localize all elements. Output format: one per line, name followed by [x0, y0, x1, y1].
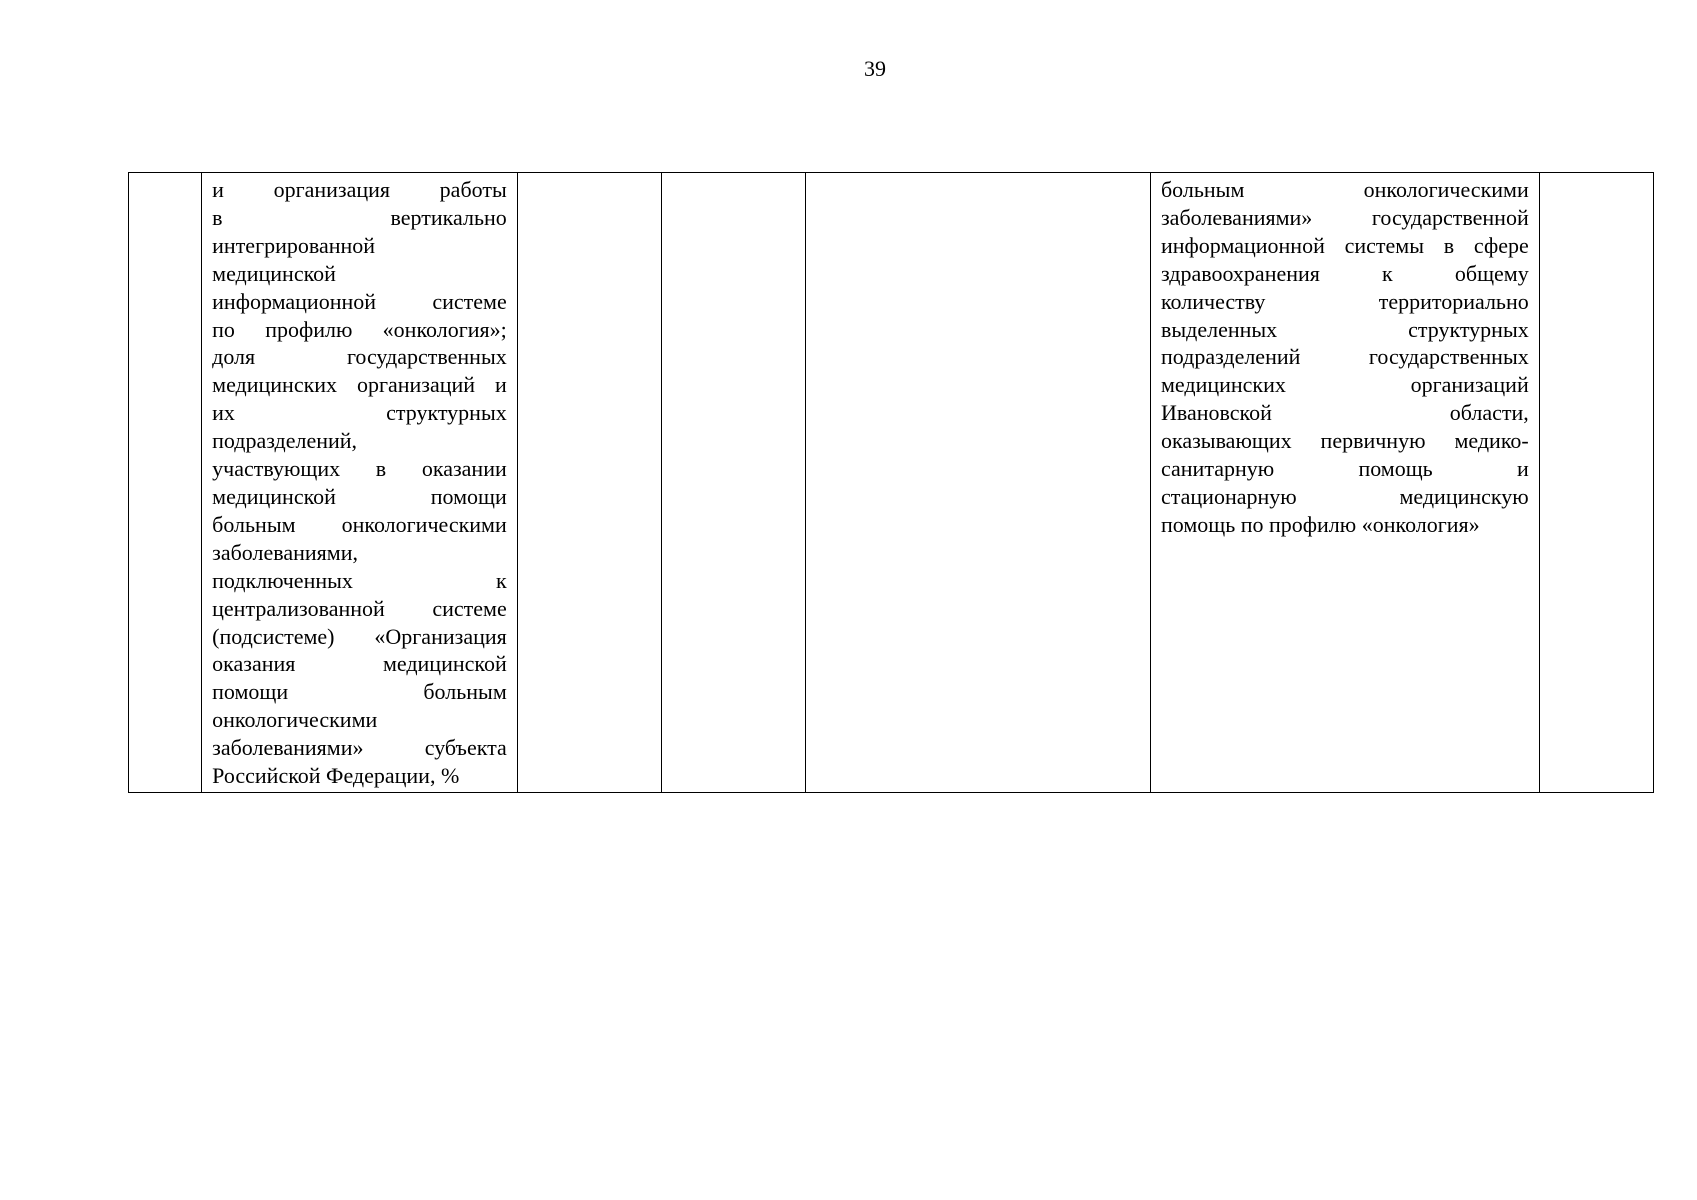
- text-line: санитарную помощь и: [1160, 456, 1529, 482]
- indicator-table: [128, 172, 1654, 793]
- text-line: оказания медицинской: [212, 651, 507, 677]
- table-cell-indicator-name: [202, 173, 518, 793]
- table-cell-empty: [662, 173, 806, 793]
- text-line: медицинской: [212, 260, 336, 286]
- text-line: онкологическими: [212, 707, 378, 733]
- text-line: и организация работы: [212, 177, 507, 202]
- text-line: оказывающих первичную медико-: [1160, 428, 1529, 454]
- text-line: заболеваниями,: [212, 539, 358, 565]
- text-line: интегрированной: [212, 232, 376, 258]
- text-line: больным онкологическими: [1160, 177, 1529, 202]
- text-line: подразделений,: [212, 428, 358, 454]
- text-line: Ивановской области,: [1160, 400, 1529, 426]
- text-line: участвующих в оказании: [212, 456, 507, 482]
- text-line: Российской Федерации, %: [212, 763, 460, 789]
- text-line: в вертикально: [212, 204, 507, 230]
- text-line: информационной системы в сфере: [1160, 232, 1529, 258]
- text-line: по профилю «онкология»;: [212, 316, 507, 342]
- text-line: заболеваниями» государственной: [1160, 204, 1529, 230]
- text-line: централизованной системе: [212, 595, 507, 621]
- text-line: подразделений государственных: [1160, 344, 1529, 370]
- text-line: здравоохранения к общему: [1160, 260, 1529, 286]
- text-line: помощь по профилю «онкология»: [1160, 511, 1480, 537]
- text-line: помощи больным: [212, 679, 507, 705]
- table-cell-methodology: [1150, 173, 1539, 793]
- text-line: стационарную медицинскую: [1160, 483, 1529, 509]
- table-cell-number: [129, 173, 202, 793]
- text-line: заболеваниями» субъекта: [212, 735, 507, 761]
- text-line: количеству территориально: [1160, 288, 1529, 314]
- text-line: подключенных к: [212, 567, 507, 593]
- page-number: 39: [864, 56, 886, 81]
- text-line: медицинской помощи: [212, 483, 507, 509]
- text-line: информационной системе: [212, 288, 507, 314]
- table-cell-empty: [806, 173, 1151, 793]
- table-row: [129, 173, 1654, 793]
- text-line: медицинских организаций: [1160, 372, 1529, 398]
- text-line: медицинских организаций и: [212, 372, 507, 398]
- text-line: доля государственных: [212, 344, 507, 370]
- text-line: их структурных: [212, 400, 507, 426]
- text-line: больным онкологическими: [212, 511, 507, 537]
- table-cell-empty: [1539, 173, 1653, 793]
- table-cell-empty: [517, 173, 661, 793]
- text-line: выделенных структурных: [1160, 316, 1529, 342]
- text-line: (подсистеме) «Организация: [212, 623, 507, 649]
